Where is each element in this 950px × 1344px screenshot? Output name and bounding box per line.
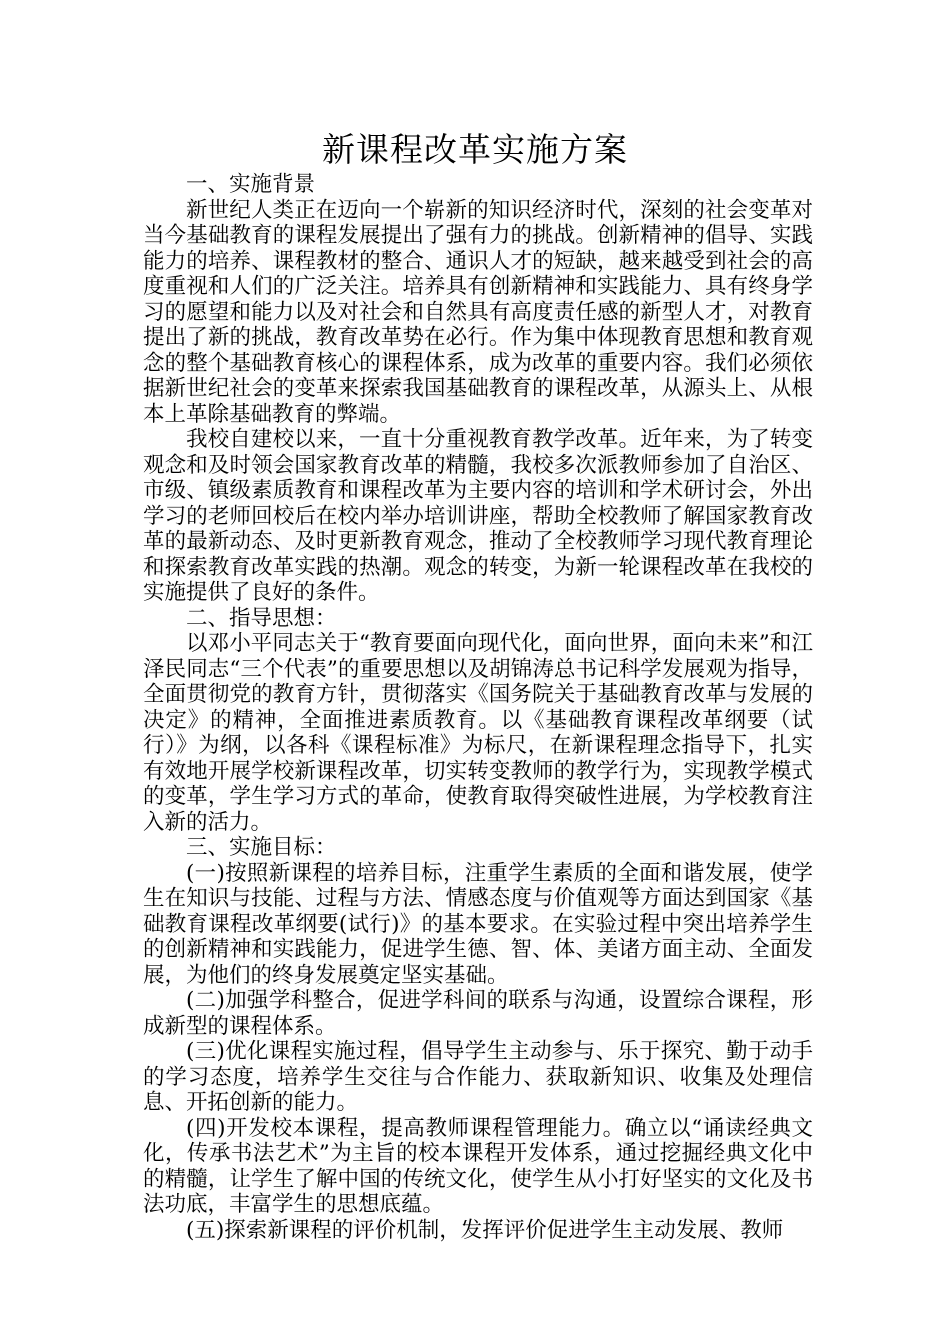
section-heading-background: 一、实施背景 [186,172,316,197]
paragraph-background-1: 新世纪人类正在迈向一个崭新的知识经济时代，深刻的社会变革对当今基础教育的课程发展提出了强有力的挑战。创新精神的倡导、实践能力的培养、课程教材的整合、通识人才的短缺，越来越受到社会的高度重视和人们的广泛关注。培养具有创新精神和实践能力、具有终身学习的愿望和能力以及对社会和自然具有高度责任感的新型人才，对教育提出了新的挑战，教育改革势在必行。作为集中体现教育思想和教育观念的整个基础教育核心的课程体系，成为改革的重要内容。我们必须依据新世纪社会的变革来探索我国基础教育的课程改革，从源头上、从根本上革除基础教育的弊端。 [143,197,813,427]
document-body [143,172,813,1243]
paragraph-guiding-ideology: 以邓小平同志关于“教育要面向现代化，面向世界，面向未来”和江泽民同志“三个代表”的重要思想以及胡锦涛总书记科学发展观为指导，全面贯彻党的教育方针，贯彻落实《国务院关于基础教育改革与发展的决定》的精神，全面推进素质教育。以《基础教育课程改革纲要（试行）》为纲，以各科《课程标准》为标尺，在新课程理念指导下，扎实有效地开展学校新课程改革，切实转变教师的教学行为，实现教学模式的变革，学生学习方式的革命，使教育取得突破性进展，为学校教育注入新的活力。 [143,631,813,835]
paragraph-goal-1: (一)按照新课程的培养目标，注重学生素质的全面和谐发展，使学生在知识与技能、过程与方法、情感态度与价值观等方面达到国家《基础教育课程改革纲要(试行)》的基本要求。在实验过程中突出培养学生的创新精神和实践能力，促进学生德、智、体、美诸方面主动、全面发展，为他们的终身发展奠定坚实基础。 [143,860,813,988]
paragraph-goal-4: (四)开发校本课程，提高教师课程管理能力。确立以“诵读经典文化，传承书法艺术”为主旨的校本课程开发体系，通过挖掘经典文化中的精髓，让学生了解中国的传统文化，使学生从小打好坚实的文化及书法功底，丰富学生的思想底蕴。 [143,1115,813,1217]
paragraph-goal-5: (五)探索新课程的评价机制，发挥评价促进学生主动发展、教师 [186,1217,784,1243]
document-title: 新课程改革实施方案 [322,130,628,169]
paragraph-goal-3: (三)优化课程实施过程，倡导学生主动参与、乐于探究、勤于动手的学习态度，培养学生交往与合作能力、获取新知识、收集及处理信息、开拓创新的能力。 [143,1039,813,1115]
paragraph-background-2: 我校自建校以来，一直十分重视教育教学改革。近年来，为了转变观念和及时领会国家教育改革的精髓，我校多次派教师参加了自治区、市级、镇级素质教育和课程改革为主要内容的培训和学术研讨会，外出学习的老师回校后在校内举办培训讲座，帮助全校教师了解国家教育改革的最新动态、及时更新教育观念，推动了全校教师学习现代教育理论和探索教育改革实践的热潮。观念的转变，为新一轮课程改革在我校的实施提供了良好的条件。 [143,427,813,605]
section-heading-guiding-ideology: 二、指导思想： [186,605,337,631]
paragraph-goal-2: (二)加强学科整合，促进学科间的联系与沟通，设置综合课程，形成新型的课程体系。 [143,988,813,1039]
section-heading-goals: 三、实施目标： [186,835,337,860]
